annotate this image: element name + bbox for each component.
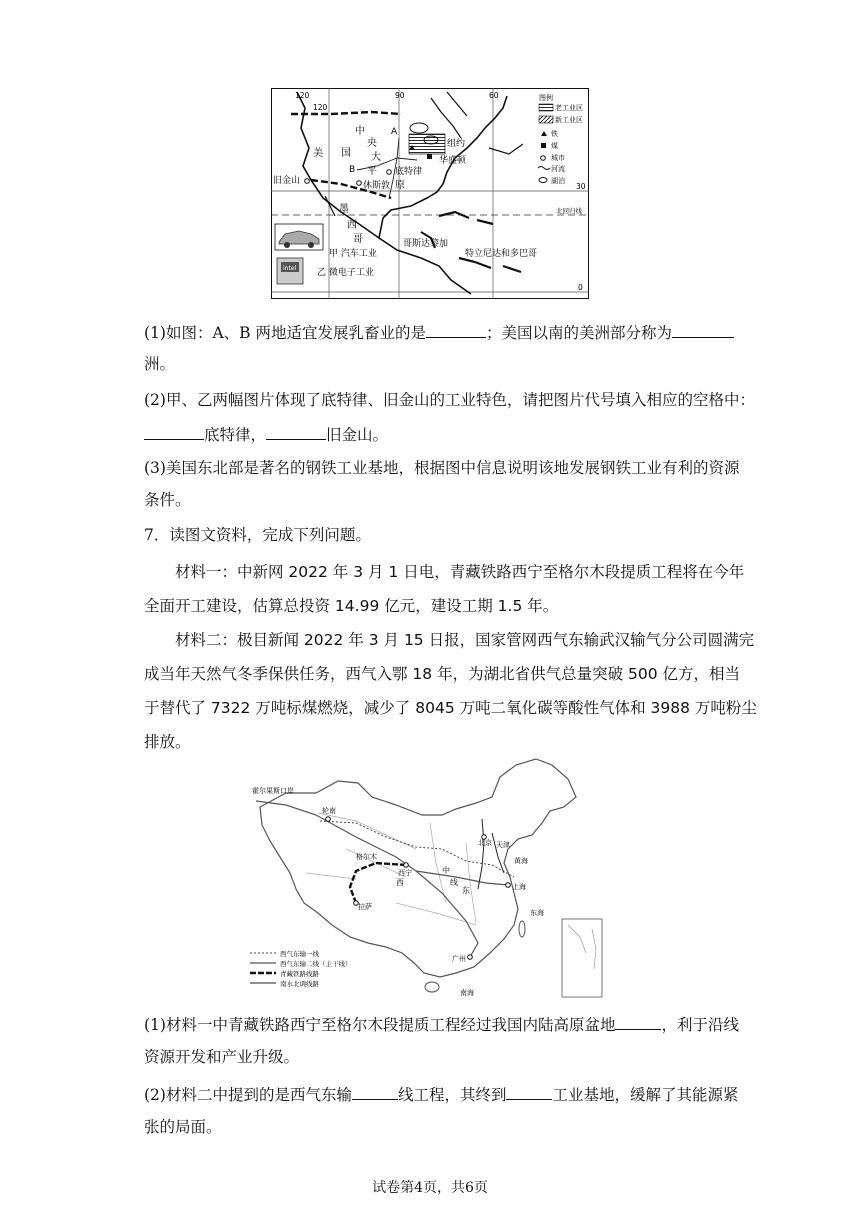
place-label: 西 bbox=[347, 220, 357, 231]
place-label: 拉萨 bbox=[358, 903, 372, 911]
intel-logo-text: intel bbox=[283, 265, 297, 272]
place-label: 北京 bbox=[478, 839, 492, 847]
q6-part3-line1: (3)美国东北部是著名的钢铁工业基地，根据图中信息说明该地发展钢铁工业有利的资源 bbox=[144, 459, 740, 477]
q7-part1-line1: (1)材料一中青藏铁路西宁至格尔木段提质工程经过我国内陆高原盆地 ，利于沿线 bbox=[144, 1016, 739, 1034]
place-label: 格尔木 bbox=[356, 853, 377, 861]
map2-legend bbox=[250, 949, 352, 988]
material1-line2: 全面开工建设，估算总投资 14.99 亿元，建设工期 1.5 年。 bbox=[144, 597, 559, 615]
place-label: 霍尔果斯口岸 bbox=[252, 787, 294, 795]
answer-blank[interactable] bbox=[615, 1014, 661, 1030]
sea-label: 南海 bbox=[460, 989, 474, 997]
legend-item: 新工业区 bbox=[555, 116, 583, 124]
q6-part1-line1: (1)如图：A、B 两地适宜发展乳畜业的是 ；美国以南的美洲部分称为 bbox=[144, 322, 734, 342]
q6-part2-line1: (2)甲、乙两幅图片体现了底特律、旧金山的工业特色，请把图片代号填入相应的空格中： bbox=[144, 391, 755, 409]
q6-part2-line2: 底特律， 旧金山。 bbox=[144, 424, 388, 444]
place-label: 央 bbox=[367, 138, 377, 149]
point-label-a: A bbox=[391, 127, 398, 137]
place-label: 轮南 bbox=[322, 807, 336, 815]
region-char: 线 bbox=[450, 878, 458, 887]
sea-label: 东海 bbox=[530, 909, 544, 917]
legend-item: 西气东输二线（主干线） bbox=[280, 960, 352, 968]
legend-item: 铁 bbox=[551, 130, 558, 138]
sea-label: 黄海 bbox=[514, 857, 528, 865]
city-label: 休斯敦 bbox=[363, 181, 391, 191]
legend-title: 图例 bbox=[539, 94, 553, 102]
city-label: 组约 bbox=[447, 139, 466, 149]
place-label: 墨 bbox=[339, 204, 349, 215]
lon-label: 90 bbox=[395, 91, 405, 100]
point-label-b: B bbox=[349, 165, 356, 175]
q7-part1-line2: 资源开发和产业升级。 bbox=[144, 1048, 300, 1066]
q7-part2-line1: (2)材料二中提到的是西气东输 线工程，其终到 工业基地，缓解了其能源紧 bbox=[144, 1086, 739, 1104]
answer-blank[interactable] bbox=[352, 1084, 398, 1100]
place-label: 大 bbox=[371, 152, 381, 163]
lon-label: 60 bbox=[489, 91, 499, 100]
place-label: 中 bbox=[355, 126, 365, 137]
city-label: 底特律 bbox=[395, 167, 423, 177]
legend-item: 煤 bbox=[551, 142, 558, 150]
city-label: 华盛顿 bbox=[439, 156, 467, 166]
industry-card-label: 乙 微电子工业 bbox=[317, 268, 374, 278]
q6-part1-line2: 洲。 bbox=[144, 355, 176, 373]
lat-label: 0 bbox=[578, 283, 583, 292]
city-label: 旧金山 bbox=[273, 176, 301, 186]
place-label: 上海 bbox=[512, 883, 526, 891]
legend-item: 西气东输一线 bbox=[280, 950, 319, 958]
legend-item: 城市 bbox=[551, 154, 565, 162]
region-char: 东 bbox=[462, 886, 470, 895]
region-char: 中 bbox=[442, 866, 450, 875]
legend-item: 南水北调线路 bbox=[280, 980, 319, 988]
q7-title: 7．读图文资料，完成下列问题。 bbox=[144, 526, 371, 544]
place-label: 哥 bbox=[353, 234, 363, 245]
legend-item: 湖泊 bbox=[551, 177, 565, 185]
region-char: 西 bbox=[396, 878, 404, 887]
place-label: 西宁 bbox=[398, 869, 412, 877]
answer-blank[interactable] bbox=[426, 322, 486, 338]
china-pipeline-railway-map bbox=[246, 753, 612, 1001]
material2-line2: 成当年天然气冬季保供任务，西气入鄂 18 年，为湖北省供气总量突破 500 亿方，相当 bbox=[144, 665, 741, 683]
country-label: 特立尼达和多巴哥 bbox=[465, 249, 538, 259]
lat-label: 30 bbox=[576, 182, 586, 191]
answer-blank[interactable] bbox=[506, 1084, 552, 1100]
lon-label: 120 bbox=[295, 91, 310, 100]
place-label: 国 bbox=[341, 148, 351, 159]
place-label: 美 bbox=[313, 148, 323, 159]
industry-card-label: 甲 汽车工业 bbox=[329, 249, 377, 259]
place-label: 天津 bbox=[496, 841, 510, 849]
page-footer: 试卷第4页，共6页 bbox=[372, 1180, 488, 1196]
country-label: 哥斯达黎加 bbox=[403, 239, 449, 249]
material2-line4: 排放。 bbox=[144, 733, 191, 751]
material2-line3: 于替代了 7322 万吨标煤燃烧，减少了 8045 万吨二氧化碳等酸性气体和 3988 万吨粉尘 bbox=[144, 699, 757, 717]
legend-item: 青藏铁路线路 bbox=[280, 970, 319, 978]
answer-blank[interactable] bbox=[144, 424, 204, 440]
north-america-industry-map bbox=[271, 88, 589, 299]
answer-blank[interactable] bbox=[672, 322, 734, 338]
material2-line1: 材料二：极目新闻 2022 年 3 月 15 日报，国家管网西气东输武汉输气分公司圆满完 bbox=[175, 631, 755, 649]
answer-blank[interactable] bbox=[266, 424, 326, 440]
tropic-label: 北回归线 bbox=[556, 207, 582, 215]
lon-label: 120 bbox=[313, 103, 328, 112]
place-label: 广州 bbox=[452, 955, 466, 963]
place-label: 平 bbox=[367, 166, 377, 177]
q6-part3-line2: 条件。 bbox=[144, 491, 191, 509]
q7-part2-line2: 张的局面。 bbox=[144, 1118, 222, 1136]
place-label: 原 bbox=[395, 180, 405, 191]
legend-item: 河流 bbox=[551, 165, 565, 173]
material1-line1: 材料一：中新网 2022 年 3 月 1 日电，青藏铁路西宁至格尔木段提质工程将在今年 bbox=[175, 563, 745, 581]
legend-item: 老工业区 bbox=[555, 104, 583, 112]
